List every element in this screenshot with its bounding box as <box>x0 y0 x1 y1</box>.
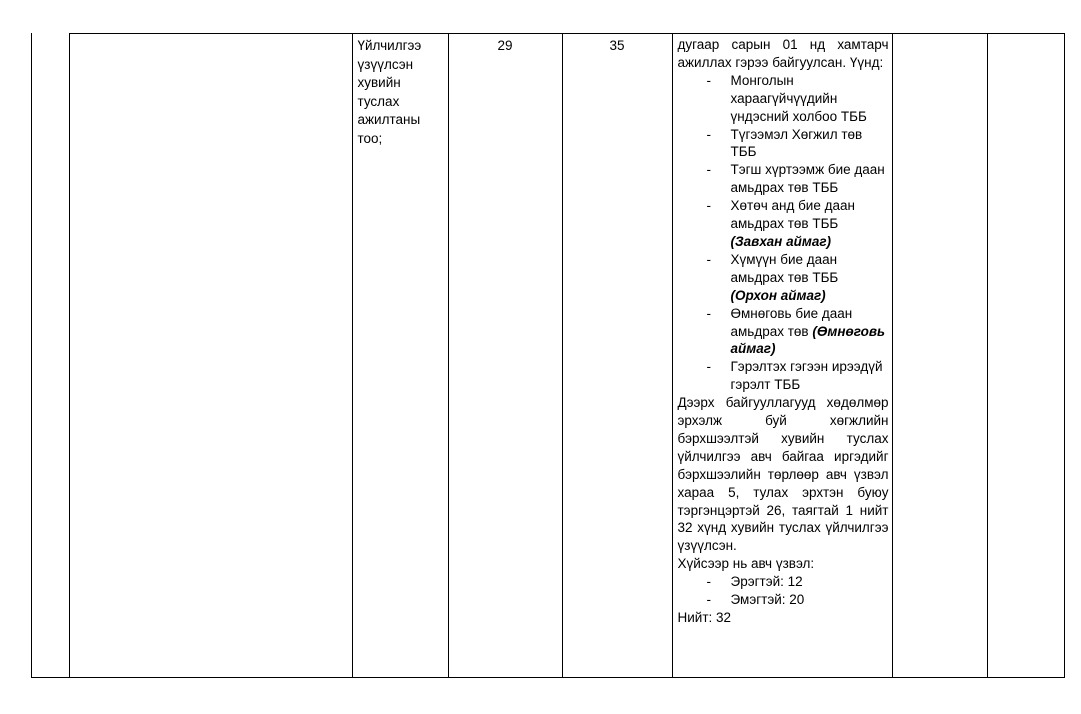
table-cell-actual-value: 35 <box>563 33 673 678</box>
list-item-text: Тэгш хүртээмж бие даан амьдрах төв ТББ <box>730 162 885 196</box>
list-item <box>678 72 889 126</box>
list-item <box>678 251 889 305</box>
list-item-text: Өмнөговь бие даан амьдрах төв <box>730 305 853 339</box>
table-cell-target-value: 29 <box>449 33 563 678</box>
list-item <box>678 126 889 162</box>
indicator-text: Үйлчилгээ үзүүлсэн хувийн туслах ажилтаны тоо; <box>357 38 422 146</box>
list-item <box>678 161 889 197</box>
aimag-emphasis: (Өмнөговь аймаг) <box>730 323 886 357</box>
list-item <box>678 573 889 591</box>
hyphen-bullet: - <box>706 359 711 375</box>
hyphen-bullet: - <box>706 126 711 142</box>
aimag-emphasis: (Орхон аймаг) <box>730 287 826 303</box>
list-item-text: Гэрэлтэх гэгээн ирээдүй гэрэлт ТББ <box>730 359 883 393</box>
list-item-text: Эрэгтэй: 12 <box>730 574 803 590</box>
partner-ngo-list <box>678 72 889 394</box>
hyphen-bullet: - <box>706 251 711 267</box>
list-item <box>678 305 889 359</box>
total-line: Нийт: 32 <box>677 610 732 625</box>
hyphen-bullet: - <box>706 592 711 608</box>
hyphen-bullet: - <box>706 72 711 88</box>
result-description-text <box>673 34 892 627</box>
aimag-emphasis: (Завхан аймаг) <box>730 233 832 249</box>
list-item-text: Эмэгтэй: 20 <box>730 592 805 608</box>
list-item-text: Монголын хараагүйчүүдийн үндэсний холбоо ТББ <box>730 72 867 124</box>
table-cell-row-number <box>31 33 70 678</box>
table-cell-empty-2 <box>988 33 1065 678</box>
report-table <box>31 33 1065 678</box>
table-cell-activity <box>70 33 353 678</box>
list-item <box>678 358 889 394</box>
hyphen-bullet: - <box>706 574 711 590</box>
table-cell-result-description <box>673 33 893 678</box>
list-item-text: Хүмүүн бие даан амьдрах төв ТББ <box>730 251 839 285</box>
summary-paragraph: Дээрх байгууллагууд хөдөлмөр эрхэлж буй хөгжлийн бэрхшээлтэй хувийн туслах үйлчилгээ авч байгаа иргэдийг бэрхшээлийн төрлөөр авч үзвэл хараа 5, тулах эрхтэн буюу тэргэнцэртэй 26, таягтай 1 нийт 32 хүнд хувийн туслах үйлчилгээ үзүүлсэн. <box>677 395 889 554</box>
hyphen-bullet: - <box>706 162 711 178</box>
table-cell-empty-1 <box>893 33 988 678</box>
list-item-text: Хөтөч анд бие даан амьдрах төв ТББ <box>730 198 855 232</box>
intro-paragraph: дугаар сарын 01 нд хамтарч ажиллах гэрээ байгуулсан. Үүнд: <box>677 37 889 70</box>
hyphen-bullet: - <box>706 305 711 321</box>
gender-breakdown-list <box>678 573 889 609</box>
table-cell-indicator <box>353 33 449 678</box>
list-item-text: Түгээмэл Хөгжил төв ТББ <box>730 126 863 160</box>
list-item <box>678 591 889 609</box>
list-item <box>678 197 889 251</box>
hyphen-bullet: - <box>706 198 711 214</box>
gender-intro-line: Хүйсээр нь авч үзвэл: <box>677 556 815 572</box>
